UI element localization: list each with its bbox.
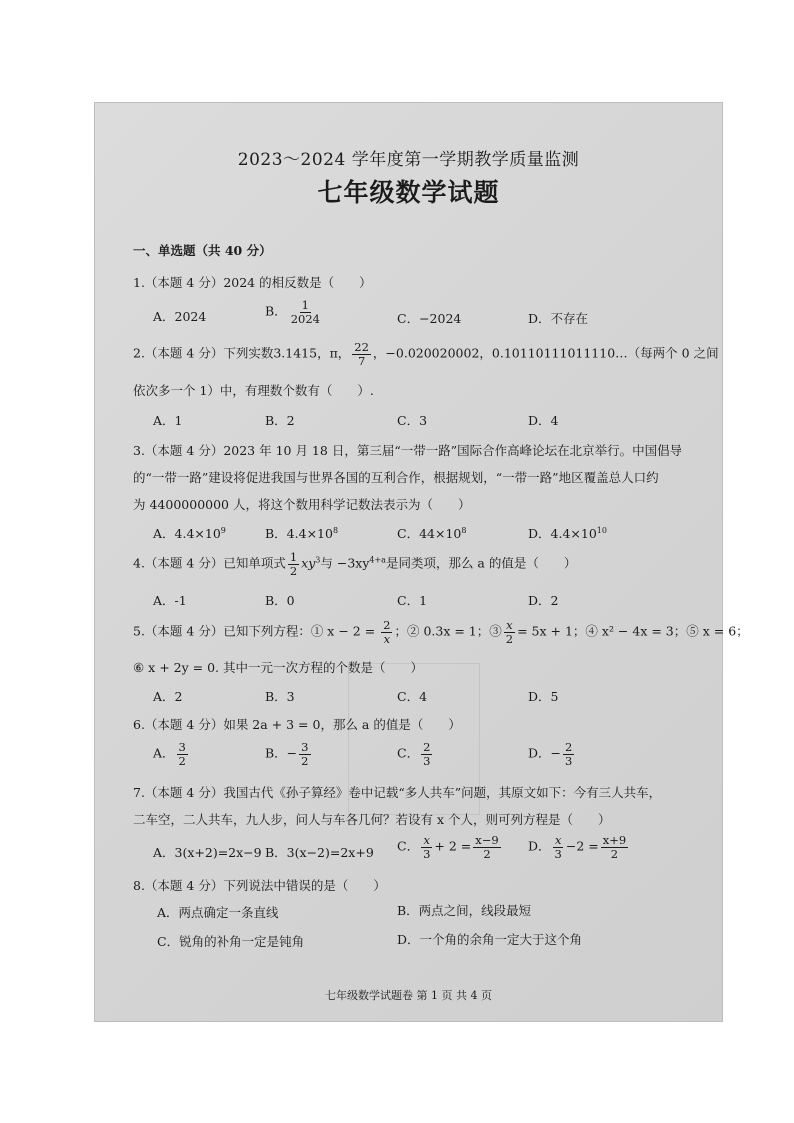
q7-option-b: B．3(x−2)=2x+9 — [265, 845, 374, 860]
q6-option-c — [397, 741, 434, 767]
q6-d-denominator: 3 — [565, 753, 573, 768]
q7-option-c-fraction-2 — [473, 834, 500, 860]
q3-option-c — [397, 524, 466, 542]
q4-option-a: A．-1 — [153, 593, 187, 608]
q3-option-d-text: D．4.4×10 — [528, 526, 597, 541]
q7-d-numerator-2: x+9 — [602, 833, 627, 847]
q2-option-b: B．2 — [265, 413, 295, 428]
q6-option-b-fraction — [299, 741, 310, 767]
q3-option-d-exponent: 10 — [596, 525, 607, 535]
q6-option-b-label: B．− — [265, 745, 298, 761]
q1-option-b-label: B． — [265, 303, 287, 319]
q4-stem-part-d: 是同类项，那么 a 的值是（ ） — [385, 555, 577, 571]
q7-option-c — [397, 834, 503, 860]
q1-b-numerator: 1 — [301, 298, 309, 312]
q7-option-c-label: C． — [397, 838, 420, 854]
q3-option-b-text: B．4.4×10 — [265, 526, 333, 541]
q6-option-c-fraction — [421, 741, 432, 767]
q4-stem-part-a: 4.（本题 4 分）已知单项式 — [133, 555, 286, 571]
q6-option-d-fraction — [563, 741, 574, 767]
q5-option-c: C．4 — [397, 689, 428, 704]
q7-d-denominator-2: 2 — [610, 846, 619, 861]
q6-option-a-label: A． — [153, 745, 175, 761]
q5-fraction-2 — [504, 619, 515, 645]
q6-c-denominator: 3 — [423, 753, 431, 768]
question-3-line-2: 的“一带一路”建设将促进我国与世界各国的互利合作，根据规划，“一带一路”地区覆盖总人口约 — [133, 470, 659, 485]
q6-a-numerator: 3 — [178, 740, 186, 754]
q3-option-b — [265, 524, 338, 542]
page-footer: 七年级数学试题卷 第 1 页 共 4 页 — [325, 989, 492, 1002]
q7-d-middle: −2 = — [565, 838, 599, 854]
q3-option-a-text: A．4.4×10 — [153, 526, 221, 541]
q6-option-b — [265, 741, 313, 767]
question-2-stem — [133, 341, 719, 367]
q4-option-b: B．0 — [265, 593, 295, 608]
q3-option-c-text: C．44×10 — [397, 526, 462, 541]
q6-option-a-fraction — [177, 741, 188, 767]
q8-option-d: D．一个角的余角一定大于这个角 — [397, 932, 583, 947]
section-heading: 一、单选题（共 40 分） — [133, 243, 272, 258]
q6-option-c-label: C． — [397, 745, 420, 761]
q5-option-d: D．5 — [528, 689, 559, 704]
q6-c-numerator: 2 — [423, 740, 431, 754]
q4-fraction — [288, 551, 299, 577]
q2-stem-part-a: 2.（本题 4 分）下列实数3.1415，π， — [133, 345, 351, 361]
q6-d-numerator: 2 — [565, 740, 573, 754]
q7-c-middle: + 2 = — [434, 838, 472, 854]
q7-c-denominator-2: 2 — [483, 846, 491, 861]
q4-monomial-2-exponent: 4+a — [369, 555, 386, 565]
q4-option-c: C．1 — [397, 593, 428, 608]
q7-c-numerator-2: x−9 — [475, 833, 499, 847]
q4-monomial-1-exponent: 3 — [315, 555, 321, 565]
q7-option-d-label: D． — [528, 838, 551, 854]
q5-fraction-1 — [381, 619, 392, 645]
q5-fraction-1-numerator: 2 — [383, 618, 391, 632]
question-6-stem: 6.（本题 4 分）如果 2a + 3 = 0，那么 a 的值是（ ） — [133, 717, 461, 732]
q7-option-a: A．3(x+2)=2x−9 — [153, 845, 262, 860]
q7-d-denominator-1: 3 — [554, 846, 562, 861]
question-7-line-2: 二车空，二人共车，九人步，问人与车各几何？若设有 x 个人，则可列方程是（ ） — [133, 812, 611, 827]
q8-option-a: A．两点确定一条直线 — [157, 905, 279, 920]
q7-option-c-fraction-1 — [421, 834, 432, 860]
q5-stem-part-a: 5.（本题 4 分）已知下列方程：① x − 2 = — [133, 623, 380, 639]
q1-option-d: D．不存在 — [528, 311, 589, 326]
question-3-line-3: 为 4400000000 人，将这个数用科学记数法表示为（ ） — [133, 497, 471, 512]
q3-option-a-exponent: 9 — [220, 525, 226, 535]
q6-b-numerator: 3 — [301, 740, 309, 754]
q1-option-b-fraction — [289, 299, 322, 325]
q2-option-a: A．1 — [153, 413, 183, 428]
q5-stem-part-c: = 5x + 1；④ x² − 4x = 3；⑤ x = 6； — [517, 623, 749, 639]
q6-option-d — [528, 741, 576, 767]
q2-option-d: D．4 — [528, 413, 559, 428]
q5-stem-part-b: ；② 0.3x = 1；③ — [394, 623, 502, 639]
q7-option-d — [528, 834, 630, 860]
q6-option-d-label: D．− — [528, 745, 561, 761]
q4-option-d: D．2 — [528, 593, 559, 608]
q2-fraction-numerator: 22 — [354, 340, 369, 354]
question-4-stem — [133, 551, 576, 577]
q4-monomial-2: 与 −3xy — [320, 555, 370, 571]
question-5-line-2: ⑥ x + 2y = 0. 其中一元一次方程的个数是（ ） — [133, 660, 423, 675]
q4-monomial-1: xy — [301, 555, 316, 571]
question-7-line-1: 7.（本题 4 分）我国古代《孙子算经》卷中记载“多人共车”问题，其原文如下：今有三人共车， — [133, 785, 662, 800]
question-5-stem — [133, 619, 749, 645]
q7-d-numerator-1: x — [554, 833, 562, 847]
q2-stem-part-b: ，−0.020020002，0.10110111011110…（每两个 0 之间 — [372, 345, 719, 361]
q3-option-b-exponent: 8 — [332, 525, 339, 535]
q4-fraction-denominator: 2 — [289, 563, 298, 578]
q7-c-denominator-1: 3 — [423, 846, 431, 861]
q3-option-a — [153, 524, 226, 542]
q5-option-b: B．3 — [265, 689, 295, 704]
q4-fraction-numerator: 1 — [289, 550, 298, 564]
q5-option-a: A．2 — [153, 689, 183, 704]
exam-paper — [95, 103, 749, 1021]
q7-option-d-fraction-2 — [601, 834, 628, 860]
q1-option-b — [265, 299, 324, 325]
q2-fraction-denominator: 7 — [357, 353, 366, 368]
question-8-stem: 8.（本题 4 分）下列说法中错误的是（ ） — [133, 878, 386, 893]
q7-c-numerator-1: x — [423, 833, 430, 847]
q1-option-c: C．−2024 — [397, 311, 462, 326]
question-2-stem-continued: 依次多一个 1）中，有理数个数有（ ）. — [133, 383, 374, 398]
q3-option-d — [528, 524, 607, 542]
q1-b-denominator: 2024 — [290, 311, 320, 326]
exam-subtitle: 七年级数学试题 — [317, 178, 500, 207]
q3-option-c-exponent: 8 — [461, 525, 467, 535]
question-3-line-1: 3.（本题 4 分）2023 年 10 月 18 日，第三届“一带一路”国际合作高峰论坛在北京举行。中国倡导 — [133, 443, 683, 458]
q1-option-a: A．2024 — [153, 309, 207, 324]
q6-option-a — [153, 741, 190, 767]
exam-title: 2023～2024 学年度第一学期教学质量监测 — [237, 150, 580, 170]
q8-option-b: B．两点之间，线段最短 — [397, 903, 532, 918]
q6-b-denominator: 2 — [301, 753, 309, 768]
q2-fraction — [352, 341, 371, 367]
q6-a-denominator: 2 — [178, 753, 186, 768]
question-1-stem: 1.（本题 4 分）2024 的相反数是（ ） — [133, 275, 372, 290]
q2-option-c: C．3 — [397, 413, 428, 428]
q8-option-c: C．锐角的补角一定是钝角 — [157, 934, 305, 949]
q5-fraction-2-denominator: 2 — [505, 631, 514, 646]
q5-fraction-2-numerator: x — [506, 618, 513, 632]
q5-fraction-1-denominator: x — [383, 631, 391, 646]
q7-option-d-fraction-1 — [553, 834, 564, 860]
